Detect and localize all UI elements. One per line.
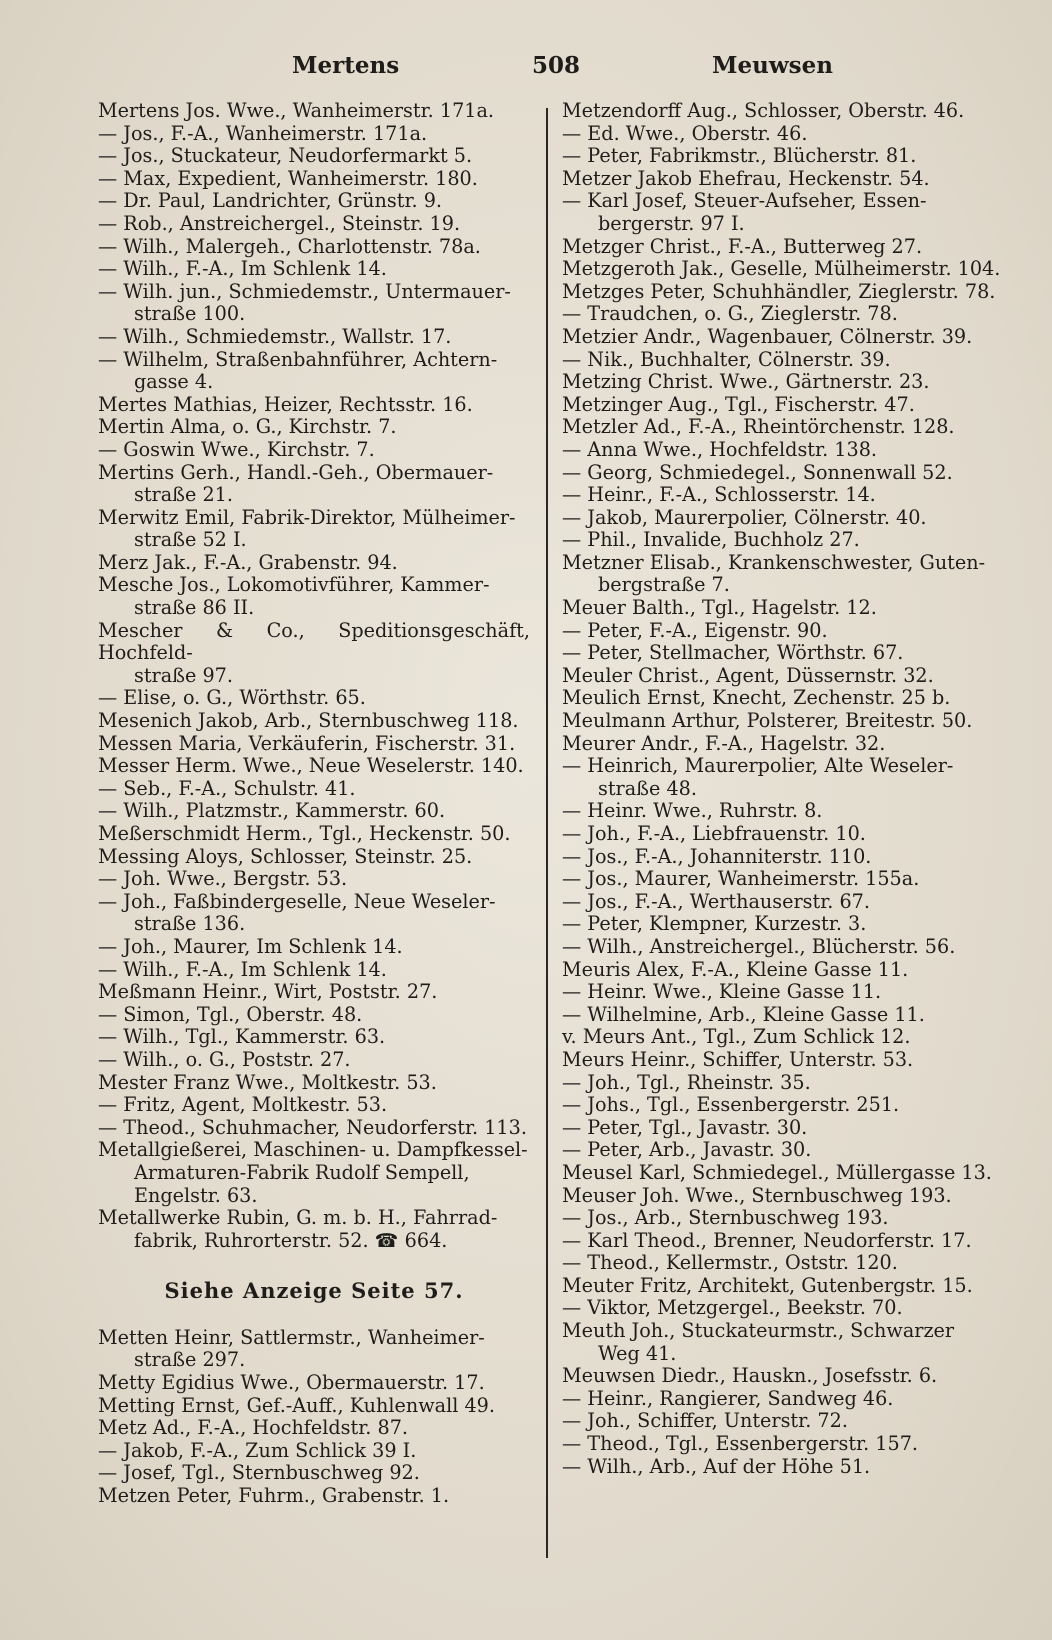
entry-continuation: straße 136. xyxy=(134,912,246,936)
page-header xyxy=(0,52,1052,92)
entry-text: — Wilh., Anstreichergel., Blücherstr. 56. xyxy=(562,934,956,958)
entry-text: Metzger Christ., F.-A., Butterweg 27. xyxy=(562,234,923,258)
entry-text: — Heinr., F.-A., Schlosserstr. 14. xyxy=(562,483,876,507)
directory-entry xyxy=(98,258,530,281)
directory-entry xyxy=(562,190,1002,235)
directory-entry xyxy=(562,1139,1002,1162)
entry-text: — Heinr. Wwe., Kleine Gasse 11. xyxy=(562,980,882,1004)
directory-entry xyxy=(98,574,530,619)
entry-text: Meuler Christ., Agent, Düssernstr. 32. xyxy=(562,663,934,687)
entry-text: Merwitz Emil, Fabrik-Direktor, Mülheimer- xyxy=(98,505,516,529)
header-right-keyword: Meuwsen xyxy=(712,52,833,79)
entry-text: — Karl Theod., Brenner, Neudorferstr. 17. xyxy=(562,1228,972,1252)
directory-entry xyxy=(562,1162,1002,1185)
entry-continuation: straße 86 II. xyxy=(134,596,255,620)
directory-entry xyxy=(98,891,530,936)
entry-text: Mescher & Co., Speditionsgeschäft, Hochfeld- xyxy=(98,618,530,665)
directory-entry xyxy=(562,597,1002,620)
header-left-keyword: Mertens xyxy=(292,52,400,79)
entry-text: — Theod., Tgl., Essenbergerstr. 157. xyxy=(562,1432,919,1456)
entry-text: — Heinr. Wwe., Ruhrstr. 8. xyxy=(562,799,823,823)
directory-entry xyxy=(98,1004,530,1027)
entry-text: Meulmann Arthur, Polsterer, Breitestr. 50. xyxy=(562,709,973,733)
entry-text: — Joh., F.-A., Liebfrauenstr. 10. xyxy=(562,822,866,845)
entry-text: — Jos., Maurer, Wanheimerstr. 155a. xyxy=(562,867,920,891)
entry-text: — Dr. Paul, Landrichter, Grünstr. 9. xyxy=(98,189,443,213)
directory-entry xyxy=(98,439,530,462)
right-entries xyxy=(562,100,1002,1478)
directory-entry xyxy=(562,846,1002,869)
left-entries xyxy=(98,100,530,1252)
entry-text: Metz Ad., F.-A., Hochfeldstr. 87. xyxy=(98,1416,409,1440)
entry-text: — Peter, Tgl., Javastr. 30. xyxy=(562,1115,808,1139)
entry-text: — Georg, Schmiedegel., Sonnenwall 52. xyxy=(562,460,953,484)
entry-text: Messer Herm. Wwe., Neue Weselerstr. 140. xyxy=(98,754,524,778)
advertisement-notice: Siehe Anzeige Seite 57. xyxy=(164,1278,464,1304)
directory-entry xyxy=(98,1372,530,1395)
directory-entry xyxy=(98,733,530,756)
entry-continuation: Weg 41. xyxy=(598,1341,677,1365)
directory-entry xyxy=(562,1410,1002,1433)
directory-entry xyxy=(562,416,1002,439)
directory-entry xyxy=(562,507,1002,530)
entry-text: — Peter, F.-A., Eigenstr. 90. xyxy=(562,618,828,642)
entry-text: — Wilhelm, Straßenbahnführer, Achtern- xyxy=(98,347,498,371)
entry-text: — Rob., Anstreichergel., Steinstr. 19. xyxy=(98,211,461,235)
entry-text: Metallgießerei, Maschinen- u. Dampfkessel- xyxy=(98,1138,528,1162)
directory-entry xyxy=(562,936,1002,959)
directory-entry xyxy=(98,123,530,146)
directory-entry xyxy=(562,529,1002,552)
directory-entry xyxy=(562,1072,1002,1095)
directory-entry xyxy=(98,213,530,236)
entry-text: — Anna Wwe., Hochfeldstr. 138. xyxy=(562,437,877,461)
directory-entry xyxy=(98,1395,530,1418)
entry-text: Metting Ernst, Gef.-Auff., Kuhlenwall 49. xyxy=(98,1393,495,1417)
page-number: 508 xyxy=(532,52,581,79)
directory-entry xyxy=(98,1049,530,1072)
directory-entry xyxy=(98,1485,530,1508)
entry-text: — Goswin Wwe., Kirchstr. 7. xyxy=(98,437,375,461)
directory-entry xyxy=(562,326,1002,349)
entry-text: — Fritz, Agent, Moltkestr. 53. xyxy=(98,1093,388,1117)
directory-entry xyxy=(98,755,530,778)
entry-continuation: straße 97. xyxy=(134,663,233,687)
entry-text: Mester Franz Wwe., Moltkestr. 53. xyxy=(98,1070,437,1094)
entry-text: — Wilh., Arb., Auf der Höhe 51. xyxy=(562,1454,871,1478)
entry-text: — Seb., F.-A., Schulstr. 41. xyxy=(98,776,356,800)
directory-entry xyxy=(98,981,530,1004)
entry-continuation: bergstraße 7. xyxy=(598,573,730,597)
directory-entry xyxy=(562,100,1002,123)
directory-entry xyxy=(98,236,530,259)
entry-text: Metzgeroth Jak., Geselle, Mülheimerstr. 104. xyxy=(562,257,1001,281)
entry-text: — Heinr., Rangierer, Sandweg 46. xyxy=(562,1386,894,1410)
entry-text: Meusel Karl, Schmiedegel., Müllergasse 13. xyxy=(562,1160,992,1184)
directory-entry xyxy=(562,620,1002,643)
entry-text: — Wilh. jun., Schmiedemstr., Untermauer- xyxy=(98,279,511,303)
entry-text: Metten Heinr, Sattlermstr., Wanheimer- xyxy=(98,1325,485,1349)
entry-continuation: bergerstr. 97 I. xyxy=(598,211,745,235)
directory-entry xyxy=(98,1072,530,1095)
directory-entry xyxy=(98,868,530,891)
entry-text: Metzier Andr., Wagenbauer, Cölnerstr. 39. xyxy=(562,324,973,348)
directory-entry xyxy=(98,552,530,575)
directory-entry xyxy=(562,959,1002,982)
directory-entry xyxy=(98,710,530,733)
directory-entry xyxy=(98,326,530,349)
entry-text: Metzendorff Aug., Schlosser, Oberstr. 46. xyxy=(562,99,965,122)
directory-entry xyxy=(562,1320,1002,1365)
entry-text: Metzner Elisab., Krankenschwester, Guten- xyxy=(562,550,986,574)
entry-text: Messen Maria, Verkäuferin, Fischerstr. 31. xyxy=(98,731,516,755)
directory-entry xyxy=(98,1117,530,1140)
entry-text: Mesenich Jakob, Arb., Sternbuschweg 118. xyxy=(98,709,519,733)
entry-text: — Peter, Klempner, Kurzestr. 3. xyxy=(562,912,867,936)
directory-entry xyxy=(98,145,530,168)
entry-text: — Wilh., F.-A., Im Schlenk 14. xyxy=(98,957,387,981)
directory-entry xyxy=(98,1417,530,1440)
entry-text: — Peter, Fabrikmstr., Blücherstr. 81. xyxy=(562,144,917,168)
directory-entry xyxy=(98,1185,530,1208)
directory-entry xyxy=(562,823,1002,846)
entry-text: — Wilh., Tgl., Kammerstr. 63. xyxy=(98,1025,386,1049)
right-column xyxy=(562,100,1002,1478)
entry-text: — Viktor, Metzgergel., Beekstr. 70. xyxy=(562,1296,903,1320)
directory-entry xyxy=(98,936,530,959)
directory-entry xyxy=(562,1117,1002,1140)
entry-text: Meurs Heinr., Schiffer, Unterstr. 53. xyxy=(562,1047,914,1071)
entry-continuation: Engelstr. 63. xyxy=(134,1183,258,1207)
entry-text: Meuth Joh., Stuckateurmstr., Schwarzer xyxy=(562,1319,955,1343)
entry-text: — Joh., Maurer, Im Schlenk 14. xyxy=(98,934,403,958)
directory-entry xyxy=(562,868,1002,891)
entry-text: Metallwerke Rubin, G. m. b. H., Fahrrad- xyxy=(98,1206,498,1230)
directory-entry xyxy=(98,778,530,801)
entry-text: Meuter Fritz, Architekt, Gutenbergstr. 15. xyxy=(562,1273,973,1297)
directory-entry xyxy=(98,959,530,982)
directory-entry xyxy=(562,913,1002,936)
entry-text: Metzinger Aug., Tgl., Fischerstr. 47. xyxy=(562,392,915,416)
entry-text: Meßmann Heinr., Wirt, Poststr. 27. xyxy=(98,980,438,1004)
left-entries-after xyxy=(98,1327,530,1508)
directory-entry xyxy=(562,394,1002,417)
entry-text: Meulich Ernst, Knecht, Zechenstr. 25 b. xyxy=(562,686,951,710)
directory-entry xyxy=(562,371,1002,394)
entry-text: — Joh., Schiffer, Unterstr. 72. xyxy=(562,1409,848,1433)
directory-entry xyxy=(562,1207,1002,1230)
directory-entry xyxy=(562,236,1002,259)
entry-text: — Jos., Stuckateur, Neudorfermarkt 5. xyxy=(98,144,473,168)
directory-entry xyxy=(98,687,530,710)
entry-continuation: straße 100. xyxy=(134,302,246,326)
entry-text: — Wilh., Schmiedemstr., Wallstr. 17. xyxy=(98,324,452,348)
directory-entry xyxy=(98,349,530,394)
entry-text: — Karl Josef, Steuer-Aufseher, Essen- xyxy=(562,189,927,213)
directory-entry xyxy=(98,1462,530,1485)
entry-text: — Phil., Invalide, Buchholz 27. xyxy=(562,528,860,552)
entry-text: Meuser Joh. Wwe., Sternbuschweg 193. xyxy=(562,1183,952,1207)
directory-entry xyxy=(562,349,1002,372)
entry-text: — Joh., Faßbindergeselle, Neue Weseler- xyxy=(98,889,496,913)
directory-entry xyxy=(562,1004,1002,1027)
entry-text: — Joh., Tgl., Rheinstr. 35. xyxy=(562,1070,811,1094)
entry-text: Mertens Jos. Wwe., Wanheimerstr. 171a. xyxy=(98,99,495,122)
entry-text: — Nik., Buchhalter, Cölnerstr. 39. xyxy=(562,347,891,371)
entry-text: — Peter, Arb., Javastr. 30. xyxy=(562,1138,812,1162)
directory-entry xyxy=(562,303,1002,326)
directory-entry xyxy=(98,168,530,191)
directory-entry xyxy=(98,507,530,552)
entry-text: — Jos., F.-A., Werthauserstr. 67. xyxy=(562,889,870,913)
directory-entry xyxy=(562,1275,1002,1298)
entry-text: — Heinrich, Maurerpolier, Alte Weseler- xyxy=(562,754,954,778)
directory-entry xyxy=(562,733,1002,756)
directory-entry xyxy=(98,823,530,846)
entry-text: Metzen Peter, Fuhrm., Grabenstr. 1. xyxy=(98,1484,450,1508)
directory-entry xyxy=(562,439,1002,462)
entry-text: — Wilh., o. G., Poststr. 27. xyxy=(98,1047,351,1071)
directory-entry xyxy=(562,642,1002,665)
entry-text: — Simon, Tgl., Oberstr. 48. xyxy=(98,1002,363,1026)
entry-text: v. Meurs Ant., Tgl., Zum Schlick 12. xyxy=(562,1025,911,1049)
entry-text: Metzges Peter, Schuhhändler, Zieglerstr. 78. xyxy=(562,279,996,303)
directory-entry xyxy=(562,1230,1002,1253)
directory-entry xyxy=(98,281,530,326)
directory-entry xyxy=(98,190,530,213)
directory-entry xyxy=(562,1026,1002,1049)
entry-text: — Elise, o. G., Wörthstr. 65. xyxy=(98,686,366,710)
directory-entry xyxy=(98,1440,530,1463)
entry-text: Meurer Andr., F.-A., Hagelstr. 32. xyxy=(562,731,886,755)
entry-text: — Jos., Arb., Sternbuschweg 193. xyxy=(562,1206,889,1230)
entry-continuation: fabrik, Ruhrorterstr. 52. ☎ 664. xyxy=(134,1228,448,1252)
directory-entry xyxy=(562,1094,1002,1117)
directory-entry xyxy=(562,891,1002,914)
entry-text: — Wilh., Platzmstr., Kammerstr. 60. xyxy=(98,799,446,823)
directory-entry xyxy=(562,1433,1002,1456)
directory-entry xyxy=(562,145,1002,168)
directory-entry xyxy=(562,755,1002,800)
directory-entry xyxy=(562,1297,1002,1320)
directory-entry xyxy=(562,687,1002,710)
directory-entry xyxy=(98,416,530,439)
directory-entry xyxy=(562,800,1002,823)
directory-entry xyxy=(562,665,1002,688)
directory-entry xyxy=(98,462,530,507)
entry-continuation: straße 21. xyxy=(134,483,233,507)
entry-text: Metzing Christ. Wwe., Gärtnerstr. 23. xyxy=(562,370,930,394)
entry-text: — Theod., Schuhmacher, Neudorferstr. 113. xyxy=(98,1115,527,1139)
entry-continuation: straße 48. xyxy=(598,776,697,800)
directory-entry xyxy=(98,100,530,123)
entry-text: — Jakob, Maurerpolier, Cölnerstr. 40. xyxy=(562,505,927,529)
directory-entry xyxy=(562,552,1002,597)
directory-entry xyxy=(98,800,530,823)
directory-entry xyxy=(98,1094,530,1117)
column-divider xyxy=(546,108,548,1558)
directory-entry xyxy=(562,1456,1002,1479)
entry-text: Meuer Balth., Tgl., Hagelstr. 12. xyxy=(562,596,877,620)
entry-continuation: Armaturen-Fabrik Rudolf Sempell, xyxy=(134,1160,470,1184)
entry-text: Mertins Gerh., Handl.-Geh., Obermauer- xyxy=(98,460,494,484)
directory-entry xyxy=(98,846,530,869)
entry-continuation: gasse 4. xyxy=(134,370,214,394)
entry-text: — Wilh., F.-A., Im Schlenk 14. xyxy=(98,257,387,281)
directory-entry xyxy=(98,1207,530,1252)
entry-continuation: straße 52 I. xyxy=(134,528,247,552)
entry-text: — Theod., Kellermstr., Oststr. 120. xyxy=(562,1251,898,1275)
directory-entry xyxy=(562,168,1002,191)
entry-continuation: straße 297. xyxy=(134,1348,246,1372)
directory-entry xyxy=(562,1388,1002,1411)
entry-text: Metty Egidius Wwe., Obermauerstr. 17. xyxy=(98,1371,485,1395)
entry-text: — Josef, Tgl., Sternbuschweg 92. xyxy=(98,1461,420,1485)
entry-text: Meuwsen Diedr., Hauskn., Josefsstr. 6. xyxy=(562,1364,938,1388)
entry-text: Mertes Mathias, Heizer, Rechtsstr. 16. xyxy=(98,392,473,416)
directory-entry xyxy=(98,394,530,417)
directory-entry xyxy=(98,620,530,688)
entry-text: Mertin Alma, o. G., Kirchstr. 7. xyxy=(98,415,397,439)
directory-entry xyxy=(562,1049,1002,1072)
directory-entry xyxy=(562,123,1002,146)
directory-entry xyxy=(562,1185,1002,1208)
entry-text: Mesche Jos., Lokomotivführer, Kammer- xyxy=(98,573,490,597)
directory-entry xyxy=(562,484,1002,507)
entry-text: — Jos., F.-A., Johanniterstr. 110. xyxy=(562,844,872,868)
entry-text: — Wilhelmine, Arb., Kleine Gasse 11. xyxy=(562,1002,925,1026)
directory-entry xyxy=(562,710,1002,733)
entry-text: Merz Jak., F.-A., Grabenstr. 94. xyxy=(98,550,398,574)
directory-entry xyxy=(98,1327,530,1372)
directory-entry xyxy=(562,258,1002,281)
directory-entry xyxy=(98,1139,530,1184)
entry-text: Metzer Jakob Ehefrau, Heckenstr. 54. xyxy=(562,166,930,190)
directory-entry xyxy=(562,1365,1002,1388)
entry-text: — Ed. Wwe., Oberstr. 46. xyxy=(562,121,808,145)
entry-text: — Peter, Stellmacher, Wörthstr. 67. xyxy=(562,641,904,665)
entry-text: Messing Aloys, Schlosser, Steinstr. 25. xyxy=(98,844,473,868)
left-column xyxy=(98,100,530,1508)
entry-text: — Traudchen, o. G., Zieglerstr. 78. xyxy=(562,302,898,326)
entry-text: — Wilh., Malergeh., Charlottenstr. 78a. xyxy=(98,234,481,258)
directory-entry xyxy=(562,462,1002,485)
directory-entry xyxy=(562,281,1002,304)
directory-entry xyxy=(562,1252,1002,1275)
entry-text: — Jakob, F.-A., Zum Schlick 39 I. xyxy=(98,1438,417,1462)
entry-text: — Max, Expedient, Wanheimerstr. 180. xyxy=(98,166,478,190)
entry-text: — Johs., Tgl., Essenbergerstr. 251. xyxy=(562,1093,900,1117)
entry-text: Meuris Alex, F.-A., Kleine Gasse 11. xyxy=(562,957,909,981)
directory-entry xyxy=(98,1026,530,1049)
directory-entry xyxy=(562,981,1002,1004)
entry-text: — Jos., F.-A., Wanheimerstr. 171a. xyxy=(98,121,428,145)
entry-text: Meßerschmidt Herm., Tgl., Heckenstr. 50. xyxy=(98,822,511,845)
entry-text: Metzler Ad., F.-A., Rheintörchenstr. 128. xyxy=(562,415,955,439)
entry-text: — Joh. Wwe., Bergstr. 53. xyxy=(98,867,348,891)
